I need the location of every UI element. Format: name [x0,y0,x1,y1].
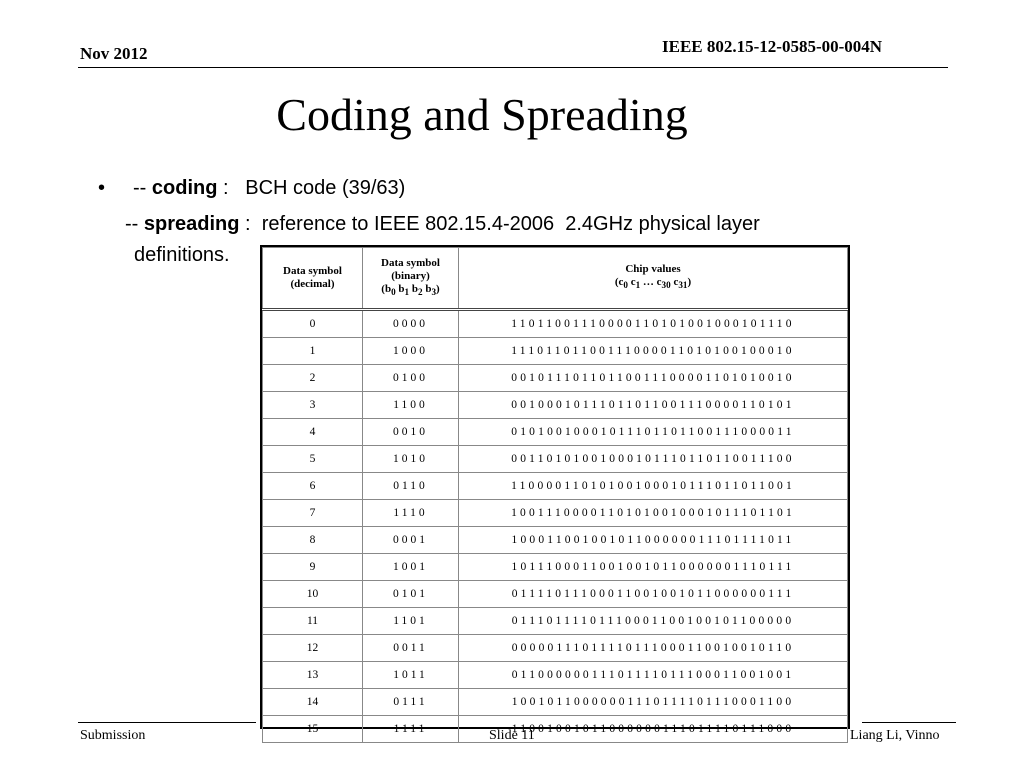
spreading-prefix: -- [125,213,144,235]
table-row [263,608,848,635]
header-decimal: Data symbol (decimal) [263,248,363,310]
coding-label: coding [151,177,218,199]
cell-binary: 1100 [363,392,459,419]
coding-line [133,177,405,200]
cell-chips: 11000011010100100010111011011001 [459,473,848,500]
cell-decimal: 13 [263,662,363,689]
cell-binary: 0111 [363,689,459,716]
cell-decimal: 0 [263,310,363,338]
chip-table [260,245,850,735]
cell-decimal: 15 [263,716,363,743]
footer-divider-left [78,722,256,723]
coding-text: BCH code (39/63) [245,177,406,199]
table-row [263,446,848,473]
cell-chips: 00101110110110011100001101010010 [459,365,848,392]
coding-prefix: -- [133,177,152,199]
cell-decimal: 3 [263,392,363,419]
cell-decimal: 10 [263,581,363,608]
cell-decimal: 11 [263,608,363,635]
table-row [263,527,848,554]
cell-binary: 0010 [363,419,459,446]
cell-decimal: 9 [263,554,363,581]
cell-binary: 1011 [363,662,459,689]
cell-binary: 1000 [363,338,459,365]
cell-decimal: 1 [263,338,363,365]
cell-chips: 10011100001101010010001011101101 [459,500,848,527]
table-row [263,581,848,608]
cell-decimal: 2 [263,365,363,392]
cell-chips: 01100000011101111011100011001001 [459,662,848,689]
header-doc-id: IEEE 802.15-12-0585-00-004N [662,37,883,56]
cell-decimal: 8 [263,527,363,554]
spreading-continuation: definitions. [134,244,230,266]
table-header-row [263,248,848,310]
cell-chips: 11101101100111000011010100100010 [459,338,848,365]
cell-chips: 11011001110000110101001000101110 [459,310,848,338]
cell-binary: 0001 [363,527,459,554]
cell-chips: 10111000110010010110000001110111 [459,554,848,581]
spreading-label: spreading [143,213,240,235]
table-row [263,689,848,716]
table-row [263,554,848,581]
table-row [263,473,848,500]
spreading-text: : reference to IEEE 802.15.4-2006 2.4GHz physical layer [239,213,760,235]
cell-binary: 1111 [363,716,459,743]
table-row [263,338,848,365]
cell-decimal: 7 [263,500,363,527]
footer-divider-right [862,722,956,723]
cell-binary: 0000 [363,310,459,338]
cell-chips: 01010010001011101101100111000011 [459,419,848,446]
cell-binary: 1101 [363,608,459,635]
table-row [263,392,848,419]
cell-binary: 0110 [363,473,459,500]
cell-decimal: 12 [263,635,363,662]
slide-title: Coding and Spreading [276,89,688,140]
header-binary: Data symbol (binary) ($b_0$ $b_1$ $b_2$ $b_3$) [363,248,459,310]
cell-decimal: 4 [263,419,363,446]
cell-decimal: 5 [263,446,363,473]
cell-chips: 11001001011000000111011110111000 [459,716,848,743]
table-row [263,662,848,689]
table-row [263,500,848,527]
cell-binary: 0100 [363,365,459,392]
cell-binary: 1010 [363,446,459,473]
cell-chips: 00000111011110111000110010010110 [459,635,848,662]
cell-chips: 00110101001000101110110110011100 [459,446,848,473]
table-row [263,419,848,446]
footer-slide-number: Slide 11 [489,728,535,743]
cell-decimal: 14 [263,689,363,716]
cell-binary: 0101 [363,581,459,608]
table-row [263,365,848,392]
cell-chips: 00100010111011011001110000110101 [459,392,848,419]
table-row [263,310,848,338]
cell-chips: 10001100100101100000011101111011 [459,527,848,554]
header-date: Nov 2012 [80,44,148,63]
coding-sep: : [217,177,246,199]
cell-binary: 1001 [363,554,459,581]
cell-binary: 0011 [363,635,459,662]
cell-decimal: 6 [263,473,363,500]
footer-author: Liang Li, Vinno [850,728,940,743]
spreading-line [125,213,760,236]
bullet-icon: • [98,177,106,199]
cell-binary: 1110 [363,500,459,527]
cell-chips: 01110111101110001100100101100000 [459,608,848,635]
cell-chips: 10010110000001110111101110001100 [459,689,848,716]
table-row [263,716,848,743]
footer-submission: Submission [80,728,146,743]
header-chips: Chip values ($c_0$ $c_1$ … $c_{30}$ $c_{31}$) [459,248,848,310]
table-row [263,635,848,662]
header-divider [78,67,948,68]
cell-chips: 01111011100011001001011000000111 [459,581,848,608]
